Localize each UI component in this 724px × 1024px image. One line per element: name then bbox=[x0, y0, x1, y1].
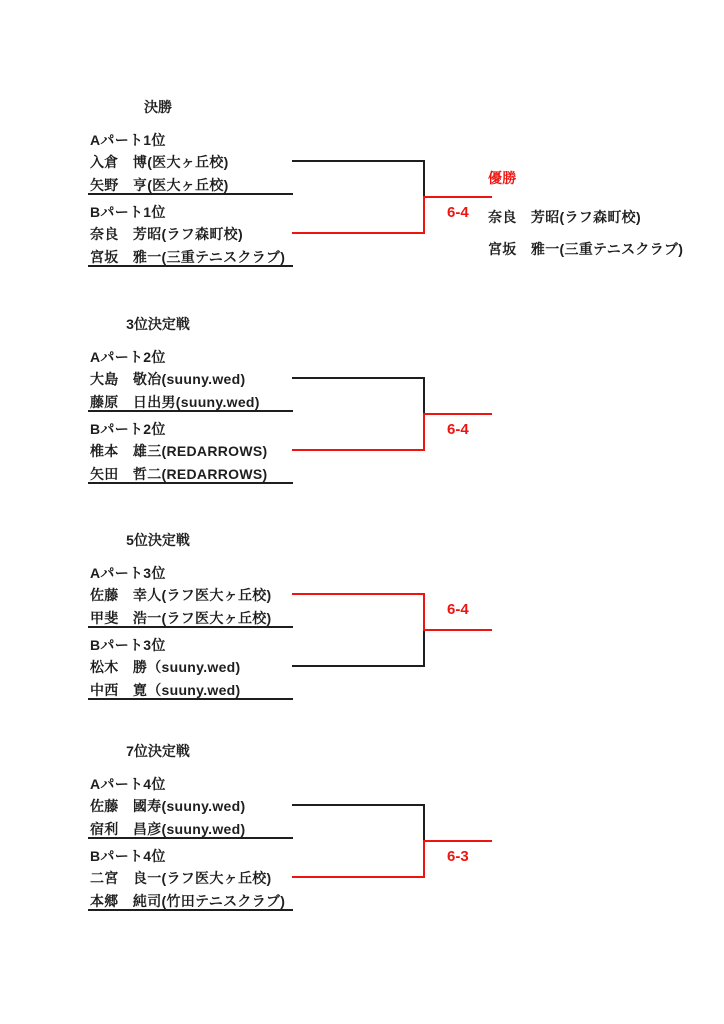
score-label: 6-3 bbox=[447, 848, 469, 865]
part-label-a: Aパート1位 bbox=[90, 132, 166, 148]
bracket-vertical-bottom bbox=[423, 196, 425, 234]
bracket-branch-bottom bbox=[292, 665, 425, 667]
winner-line bbox=[423, 840, 492, 842]
part-label-a: Aパート3位 bbox=[90, 565, 166, 581]
player-name: 藤原 日出男(suuny.wed) bbox=[90, 394, 260, 410]
part-label-a: Aパート2位 bbox=[90, 349, 166, 365]
bracket-third-place bbox=[0, 314, 724, 499]
bracket-vertical-top bbox=[423, 160, 425, 197]
divider-line bbox=[88, 837, 293, 839]
bracket-vertical-bottom bbox=[423, 413, 425, 451]
score-label: 6-4 bbox=[447, 204, 469, 221]
part-label-b: Bパート3位 bbox=[90, 637, 166, 653]
bracket-vertical-top bbox=[423, 593, 425, 630]
winner-line bbox=[423, 629, 492, 631]
bracket-final bbox=[0, 97, 724, 282]
bracket-branch-top bbox=[292, 593, 425, 595]
match-title: 7位決定戦 bbox=[126, 743, 190, 759]
player-name: 矢野 亨(医大ヶ丘校) bbox=[90, 177, 229, 193]
part-label-b: Bパート2位 bbox=[90, 421, 166, 437]
player-name: 中西 寛（suuny.wed) bbox=[90, 682, 241, 698]
part-label-b: Bパート1位 bbox=[90, 204, 166, 220]
player-name: 宮坂 雅一(三重テニスクラブ) bbox=[90, 249, 286, 265]
champion-player: 奈良 芳昭(ラフ森町校) bbox=[488, 209, 641, 225]
bracket-vertical-bottom bbox=[423, 840, 425, 878]
champion-label: 優勝 bbox=[488, 170, 517, 186]
bracket-vertical-top bbox=[423, 804, 425, 841]
bracket-branch-bottom bbox=[292, 876, 425, 878]
player-name: 宿利 昌彦(suuny.wed) bbox=[90, 821, 246, 837]
player-name: 甲斐 浩一(ラフ医大ヶ丘校) bbox=[90, 610, 272, 626]
bracket-vertical-top bbox=[423, 377, 425, 414]
player-name: 椎本 雄三(REDARROWS) bbox=[90, 443, 268, 459]
bracket-fifth-place bbox=[0, 530, 724, 715]
bracket-branch-bottom bbox=[292, 232, 425, 234]
part-label-a: Aパート4位 bbox=[90, 776, 166, 792]
winner-line bbox=[423, 196, 492, 198]
player-name: 本郷 純司(竹田テニスクラブ) bbox=[90, 893, 286, 909]
score-label: 6-4 bbox=[447, 421, 469, 438]
divider-line bbox=[88, 193, 293, 195]
bracket-branch-top bbox=[292, 377, 425, 379]
bracket-branch-bottom bbox=[292, 449, 425, 451]
bracket-seventh-place bbox=[0, 741, 724, 926]
bracket-vertical-bottom bbox=[423, 629, 425, 667]
divider-line bbox=[88, 482, 293, 484]
divider-line bbox=[88, 410, 293, 412]
match-title: 3位決定戦 bbox=[126, 316, 190, 332]
bracket-branch-top bbox=[292, 804, 425, 806]
player-name: 奈良 芳昭(ラフ森町校) bbox=[90, 226, 243, 242]
player-name: 矢田 哲二(REDARROWS) bbox=[90, 466, 268, 482]
divider-line bbox=[88, 909, 293, 911]
match-title: 5位決定戦 bbox=[126, 532, 190, 548]
divider-line bbox=[88, 698, 293, 700]
divider-line bbox=[88, 265, 293, 267]
match-title: 決勝 bbox=[144, 99, 172, 115]
divider-line bbox=[88, 626, 293, 628]
player-name: 二宮 良一(ラフ医大ヶ丘校) bbox=[90, 870, 272, 886]
player-name: 入倉 博(医大ヶ丘校) bbox=[90, 154, 229, 170]
bracket-branch-top bbox=[292, 160, 425, 162]
champion-player: 宮坂 雅一(三重テニスクラブ) bbox=[488, 241, 684, 257]
winner-line bbox=[423, 413, 492, 415]
player-name: 佐藤 國寿(suuny.wed) bbox=[90, 798, 246, 814]
player-name: 大島 敬冶(suuny.wed) bbox=[90, 371, 246, 387]
player-name: 松木 勝（suuny.wed) bbox=[90, 659, 241, 675]
part-label-b: Bパート4位 bbox=[90, 848, 166, 864]
score-label: 6-4 bbox=[447, 601, 469, 618]
player-name: 佐藤 幸人(ラフ医大ヶ丘校) bbox=[90, 587, 272, 603]
